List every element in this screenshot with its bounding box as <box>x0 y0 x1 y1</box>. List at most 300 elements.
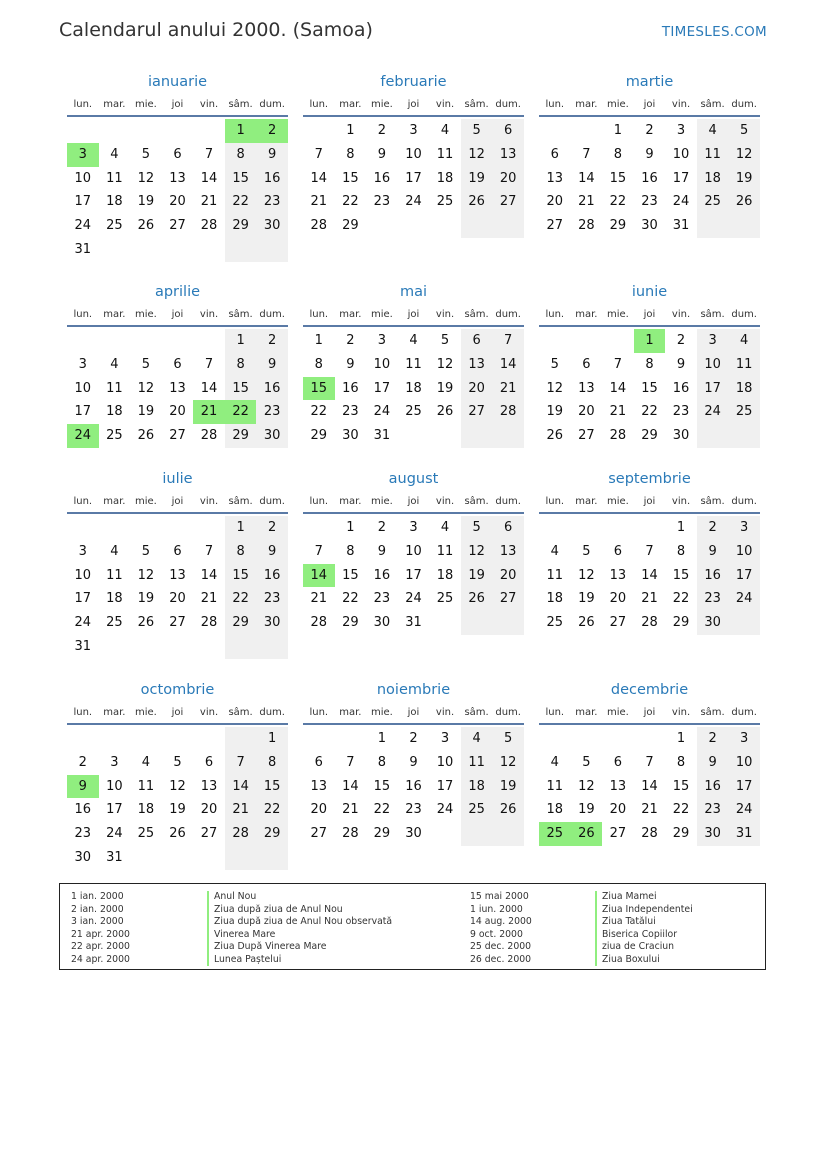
weekday-header <box>67 490 288 514</box>
day-cell: 18 <box>546 802 564 818</box>
days-grid <box>67 329 288 448</box>
empty-cell <box>130 727 162 751</box>
weekday-label: lun. <box>309 308 329 320</box>
day-cell: 11 <box>461 751 493 775</box>
empty-cell <box>67 727 99 751</box>
day-cell: 24 <box>405 591 422 607</box>
day-cell: 4 <box>550 754 559 770</box>
day-cell: 10 <box>405 543 422 559</box>
day-cell: 1 <box>256 727 288 751</box>
month-iunie <box>539 281 760 448</box>
legend-date: 9 oct. 2000 <box>470 928 523 940</box>
day-cell: 13 <box>200 778 218 794</box>
weekday-label: joi <box>407 706 420 718</box>
day-cell: 22 <box>373 802 391 818</box>
day-cell: 2 <box>409 731 418 746</box>
month-name: iunie <box>631 284 668 300</box>
empty-cell <box>728 424 760 448</box>
weekday-label: sâm. <box>700 308 725 320</box>
weekday-label: mie. <box>606 308 629 320</box>
month-name: februarie <box>380 74 447 90</box>
day-cell: 21 <box>342 802 359 818</box>
day-cell: 12 <box>461 540 493 564</box>
day-cell: 29 <box>342 218 359 234</box>
empty-cell <box>67 119 99 143</box>
weekday-label: sâm. <box>464 495 489 507</box>
day-cell: 5 <box>582 754 591 770</box>
weekday-label: dum. <box>259 308 285 320</box>
weekday-label: vin. <box>435 706 455 718</box>
day-cell: 28 <box>609 428 627 444</box>
empty-cell <box>697 424 729 448</box>
weekday-header <box>67 303 288 327</box>
day-cell: 4 <box>461 727 493 751</box>
day-cell: 22 <box>672 802 690 818</box>
empty-cell <box>130 635 162 659</box>
day-cell: 2 <box>645 123 654 138</box>
day-cell: 1 <box>676 520 686 535</box>
day-cell: 7 <box>492 329 524 353</box>
month-februarie <box>303 71 524 238</box>
empty-cell <box>429 424 461 448</box>
day-cell: 1 <box>225 329 257 353</box>
day-cell: 21 <box>492 377 524 401</box>
day-cell: 20 <box>578 404 595 420</box>
day-cell: 16 <box>373 567 391 583</box>
day-cell: 3 <box>728 516 760 540</box>
day-cell: 8 <box>645 356 654 372</box>
day-cell: 23 <box>256 400 288 424</box>
day-cell: 26 <box>436 404 454 420</box>
day-cell: 4 <box>440 123 450 138</box>
weekday-label: dum. <box>495 98 521 110</box>
weekday-label: mar. <box>575 98 598 110</box>
empty-cell <box>492 822 524 846</box>
day-cell: 4 <box>697 119 729 143</box>
day-cell: 22 <box>225 190 257 214</box>
weekday-label: dum. <box>731 706 757 718</box>
day-cell: 28 <box>641 615 658 631</box>
weekday-label: joi <box>407 495 420 507</box>
day-cell: 23 <box>256 587 288 611</box>
day-cell: 1 <box>613 123 623 138</box>
day-cell: 23 <box>74 826 92 842</box>
day-cell: 13 <box>310 778 328 794</box>
day-cell: 13 <box>169 380 186 396</box>
day-cell: 5 <box>173 754 182 770</box>
weekday-label: dum. <box>259 706 285 718</box>
day-cell: 25 <box>137 826 155 842</box>
day-cell: 24 <box>728 587 760 611</box>
day-cell: 3 <box>78 356 87 372</box>
day-cell: 15 <box>672 778 690 794</box>
day-cell: 28 <box>492 400 524 424</box>
day-cell: 31 <box>405 615 422 631</box>
weekday-label: sâm. <box>700 706 725 718</box>
day-cell: 19 <box>169 802 186 818</box>
day-cell: 14 <box>200 170 218 186</box>
day-cell: 7 <box>204 356 214 372</box>
day-cell: 21 <box>200 591 218 607</box>
empty-cell <box>366 214 398 238</box>
days-grid <box>539 119 760 238</box>
day-cell: 25 <box>106 218 123 234</box>
weekday-label: mie. <box>134 706 157 718</box>
day-cell: 14 <box>641 567 658 583</box>
day-cell: 15 <box>342 567 359 583</box>
day-cell: 16 <box>405 778 422 794</box>
day-cell: 25 <box>106 428 123 444</box>
empty-cell <box>193 516 225 540</box>
days-grid <box>303 329 524 448</box>
weekday-label: vin. <box>199 308 219 320</box>
weekday-label: mar. <box>575 495 598 507</box>
weekday-label: vin. <box>671 495 691 507</box>
day-cell: 20 <box>546 194 564 210</box>
day-cell: 6 <box>492 119 524 143</box>
empty-cell <box>130 119 162 143</box>
day-cell: 18 <box>728 377 760 401</box>
day-cell: 29 <box>609 218 627 234</box>
legend-date: 25 dec. 2000 <box>470 941 532 952</box>
day-cell: 8 <box>225 540 257 564</box>
day-cell: 6 <box>550 146 559 162</box>
empty-cell <box>162 727 194 751</box>
weekday-label: dum. <box>731 308 757 320</box>
day-cell: 20 <box>609 802 627 818</box>
empty-cell <box>602 516 634 540</box>
day-cell: 23 <box>641 194 658 210</box>
empty-cell <box>256 635 288 659</box>
legend-holiday-name: Ziua după ziua de Anul Nou <box>207 904 392 917</box>
day-cell: 26 <box>578 615 595 631</box>
day-cell: 16 <box>373 170 391 186</box>
day-cell: 31 <box>74 638 92 654</box>
weekday-label: sâm. <box>228 495 253 507</box>
empty-cell <box>492 424 524 448</box>
weekday-label: sâm. <box>228 706 253 718</box>
day-cell: 20 <box>461 377 493 401</box>
day-cell: 19 <box>461 167 493 191</box>
empty-cell <box>99 238 131 262</box>
day-cell: 15 <box>256 775 288 799</box>
day-cell: 12 <box>578 778 595 794</box>
day-cell: 25 <box>728 400 760 424</box>
day-cell: 27 <box>492 587 524 611</box>
weekday-label: mar. <box>575 706 598 718</box>
day-cell: 18 <box>137 802 155 818</box>
day-cell: 29 <box>373 826 391 842</box>
weekday-label: mie. <box>134 308 157 320</box>
weekday-label: vin. <box>199 706 219 718</box>
legend-holiday-name: Lunea Paștelui <box>207 954 392 967</box>
day-cell: 11 <box>546 567 564 583</box>
holiday-day: 14 <box>303 564 335 588</box>
day-cell: 4 <box>409 333 418 348</box>
empty-cell <box>99 119 131 143</box>
empty-cell <box>99 727 131 751</box>
day-cell: 14 <box>200 567 218 583</box>
weekday-label: joi <box>643 308 656 320</box>
day-cell: 31 <box>728 822 760 846</box>
day-cell: 7 <box>225 751 257 775</box>
day-cell: 3 <box>728 727 760 751</box>
weekday-label: mar. <box>575 308 598 320</box>
day-cell: 2 <box>697 727 729 751</box>
empty-cell <box>225 238 257 262</box>
day-cell: 5 <box>582 543 591 559</box>
holiday-legend <box>59 883 766 970</box>
day-cell: 4 <box>110 543 119 559</box>
day-cell: 17 <box>373 380 391 396</box>
day-cell: 16 <box>342 380 359 396</box>
day-cell: 18 <box>461 775 493 799</box>
day-cell: 17 <box>672 170 690 186</box>
weekday-label: mar. <box>339 706 362 718</box>
days-grid <box>539 516 760 635</box>
day-cell: 19 <box>137 404 155 420</box>
day-cell: 17 <box>74 194 92 210</box>
day-cell: 20 <box>492 167 524 191</box>
weekday-label: vin. <box>435 98 455 110</box>
day-cell: 11 <box>728 353 760 377</box>
day-cell: 13 <box>492 143 524 167</box>
weekday-label: mar. <box>339 495 362 507</box>
day-cell: 28 <box>200 615 218 631</box>
day-cell: 10 <box>728 540 760 564</box>
day-cell: 29 <box>225 424 257 448</box>
legend-date: 15 mai 2000 <box>470 891 529 902</box>
day-cell: 28 <box>225 822 257 846</box>
day-cell: 8 <box>377 754 387 770</box>
day-cell: 26 <box>137 615 155 631</box>
empty-cell <box>256 238 288 262</box>
day-cell: 21 <box>310 194 328 210</box>
weekday-label: dum. <box>259 98 285 110</box>
month-name: martie <box>625 74 674 90</box>
weekday-label: sâm. <box>228 308 253 320</box>
day-cell: 22 <box>342 194 359 210</box>
day-cell: 24 <box>74 615 92 631</box>
day-cell: 21 <box>225 798 257 822</box>
weekday-label: sâm. <box>700 98 725 110</box>
empty-cell <box>571 329 603 353</box>
day-cell: 18 <box>546 591 564 607</box>
holiday-day: 1 <box>225 119 257 143</box>
weekday-label: sâm. <box>228 98 253 110</box>
day-cell: 3 <box>110 754 119 770</box>
day-cell: 7 <box>314 146 323 162</box>
day-cell: 4 <box>550 543 559 559</box>
weekday-label: mar. <box>339 98 362 110</box>
empty-cell <box>256 846 288 870</box>
day-cell: 11 <box>697 143 729 167</box>
day-cell: 30 <box>373 615 391 631</box>
day-cell: 23 <box>373 591 391 607</box>
day-cell: 25 <box>697 190 729 214</box>
day-cell: 29 <box>641 428 658 444</box>
holiday-day: 9 <box>67 775 99 799</box>
weekday-label: mie. <box>370 706 393 718</box>
day-cell: 14 <box>342 778 359 794</box>
weekday-label: lun. <box>545 706 565 718</box>
weekday-header <box>303 93 524 117</box>
site-link[interactable]: TIMESLES.COM <box>661 24 767 40</box>
legend-holiday-name: Biserica Copiilor <box>595 929 693 942</box>
day-cell: 10 <box>728 751 760 775</box>
day-cell: 18 <box>106 404 123 420</box>
weekday-label: lun. <box>545 98 565 110</box>
day-cell: 28 <box>310 218 328 234</box>
day-cell: 1 <box>314 333 323 348</box>
day-cell: 30 <box>256 214 288 238</box>
day-cell: 3 <box>377 333 387 348</box>
day-cell: 27 <box>609 826 627 842</box>
day-cell: 24 <box>405 194 422 210</box>
day-cell: 17 <box>74 404 92 420</box>
empty-cell <box>335 727 367 751</box>
day-cell: 8 <box>346 146 355 162</box>
day-cell: 2 <box>256 516 288 540</box>
day-cell: 8 <box>256 751 288 775</box>
day-cell: 18 <box>106 194 123 210</box>
weekday-label: mie. <box>606 706 629 718</box>
day-cell: 27 <box>578 428 595 444</box>
weekday-label: lun. <box>73 706 93 718</box>
day-cell: 6 <box>613 754 623 770</box>
day-cell: 9 <box>676 356 686 372</box>
month-name: ianuarie <box>147 74 208 90</box>
empty-cell <box>130 238 162 262</box>
day-cell: 19 <box>492 775 524 799</box>
month-name: iulie <box>162 471 193 487</box>
weekday-label: joi <box>643 495 656 507</box>
empty-cell <box>461 822 493 846</box>
day-cell: 12 <box>137 170 155 186</box>
day-cell: 16 <box>697 775 729 799</box>
legend-date: 14 aug. 2000 <box>470 916 532 927</box>
empty-cell <box>398 214 430 238</box>
day-cell: 8 <box>676 543 686 559</box>
empty-cell <box>193 119 225 143</box>
day-cell: 19 <box>546 404 564 420</box>
day-cell: 15 <box>672 567 690 583</box>
holiday-day: 1 <box>634 329 666 353</box>
day-cell: 20 <box>492 564 524 588</box>
day-cell: 15 <box>225 377 257 401</box>
day-cell: 13 <box>546 170 564 186</box>
day-cell: 17 <box>728 564 760 588</box>
day-cell: 23 <box>373 194 391 210</box>
day-cell: 1 <box>346 520 355 535</box>
day-cell: 17 <box>405 170 422 186</box>
empty-cell <box>571 119 603 143</box>
empty-cell <box>539 727 571 751</box>
day-cell: 19 <box>436 380 454 396</box>
weekday-label: joi <box>407 98 420 110</box>
day-cell: 14 <box>310 170 328 186</box>
day-cell: 7 <box>645 543 654 559</box>
empty-cell <box>303 727 335 751</box>
weekday-header <box>539 490 760 514</box>
day-cell: 9 <box>697 540 729 564</box>
day-cell: 5 <box>141 356 151 372</box>
weekday-label: lun. <box>545 308 565 320</box>
day-cell: 6 <box>314 754 323 770</box>
days-grid <box>67 516 288 659</box>
empty-cell <box>398 424 430 448</box>
day-cell: 22 <box>256 798 288 822</box>
day-cell: 13 <box>169 170 186 186</box>
days-grid <box>303 119 524 238</box>
day-cell: 19 <box>461 564 493 588</box>
day-cell: 8 <box>676 754 686 770</box>
month-name: noiembrie <box>376 682 451 698</box>
day-cell: 7 <box>204 146 214 162</box>
legend-date: 1 iun. 2000 <box>470 903 523 915</box>
holiday-day: 22 <box>225 400 257 424</box>
day-cell: 12 <box>137 380 155 396</box>
empty-cell <box>728 611 760 635</box>
day-cell: 5 <box>461 516 493 540</box>
day-cell: 10 <box>672 146 690 162</box>
legend-holiday-name: Vinerea Mare <box>207 929 392 942</box>
weekday-label: sâm. <box>464 308 489 320</box>
day-cell: 22 <box>672 591 690 607</box>
weekday-label: mie. <box>370 98 393 110</box>
day-cell: 1 <box>377 731 387 746</box>
empty-cell <box>634 516 666 540</box>
day-cell: 13 <box>609 778 627 794</box>
legend-holiday-name: Ziua Mamei <box>595 891 693 904</box>
day-cell: 27 <box>169 615 186 631</box>
day-cell: 19 <box>578 591 595 607</box>
day-cell: 3 <box>697 329 729 353</box>
empty-cell <box>571 516 603 540</box>
day-cell: 13 <box>578 380 595 396</box>
empty-cell <box>461 424 493 448</box>
day-cell: 19 <box>728 167 760 191</box>
weekday-header <box>303 701 524 725</box>
legend-date: 21 apr. 2000 <box>71 928 130 940</box>
day-cell: 21 <box>609 404 627 420</box>
day-cell: 18 <box>697 167 729 191</box>
day-cell: 2 <box>256 329 288 353</box>
legend-holiday-name: Ziua Independentei <box>595 904 693 917</box>
day-cell: 12 <box>728 143 760 167</box>
day-cell: 20 <box>169 194 186 210</box>
weekday-label: sâm. <box>464 706 489 718</box>
day-cell: 2 <box>676 333 686 348</box>
day-cell: 31 <box>74 241 92 257</box>
legend-holiday-name: Ziua Tatălui <box>595 916 693 929</box>
month-ianuarie <box>67 71 288 262</box>
day-cell: 30 <box>74 849 92 865</box>
day-cell: 11 <box>546 778 564 794</box>
day-cell: 5 <box>728 119 760 143</box>
day-cell: 12 <box>461 143 493 167</box>
day-cell: 25 <box>546 615 564 631</box>
weekday-label: vin. <box>435 308 455 320</box>
weekday-label: dum. <box>495 706 521 718</box>
day-cell: 9 <box>645 146 654 162</box>
day-cell: 31 <box>373 428 391 444</box>
month-aprilie <box>67 281 288 448</box>
day-cell: 29 <box>672 826 690 842</box>
day-cell: 6 <box>173 356 182 372</box>
day-cell: 3 <box>78 543 87 559</box>
day-cell: 15 <box>641 380 658 396</box>
